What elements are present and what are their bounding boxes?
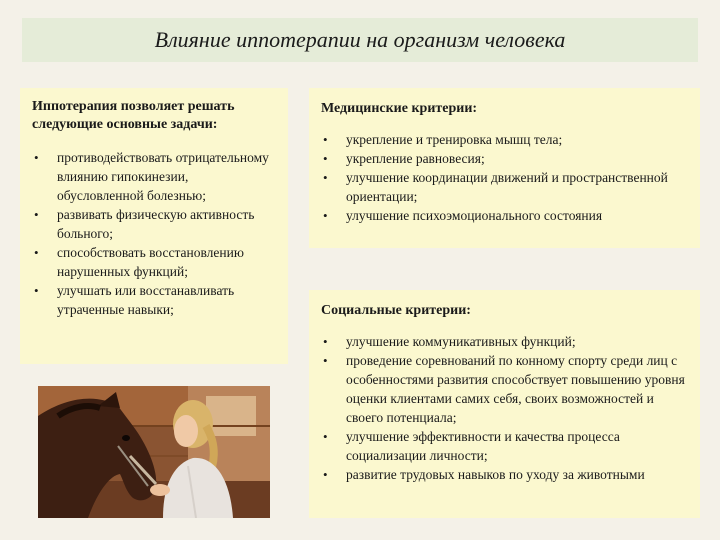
tasks-heading: Иппотерапия позволяет решать следующие основные задачи: <box>32 99 235 132</box>
bullet-icon: • <box>34 245 39 260</box>
bullet-icon: • <box>323 170 328 185</box>
page-title: Влияние иппотерапии на организм человека <box>154 27 566 52</box>
bullet-icon: • <box>323 132 328 147</box>
list-item: • развивать физическую активность больного; <box>34 207 255 241</box>
bullet-icon: • <box>34 207 39 222</box>
list-item: • улучшение координации движений и пространственной ориентации; <box>323 170 668 204</box>
list-item: • противодействовать отрицательному влиянию гипокинезии, обусловленной болезнью; <box>34 150 269 203</box>
bullet-icon: • <box>323 467 328 482</box>
list-item: • улучшение психоэмоционального состояния <box>323 208 603 223</box>
bullet-icon: • <box>323 151 328 166</box>
list-item: • проведение соревнований по конному спорту среди лиц с особенностями развития способствует повышению уровня оценки клиентами самих себя, своих возможностей и своего потенциала; <box>323 353 685 425</box>
title-bar <box>22 18 698 62</box>
bullet-icon: • <box>323 353 328 368</box>
medical-criteria-panel <box>309 88 700 248</box>
bullet-icon: • <box>34 283 39 298</box>
medical-heading: Медицинские критерии: <box>321 101 478 116</box>
tasks-list <box>32 148 276 319</box>
horse-girl-photo <box>38 386 270 518</box>
list-item: • улучшать или восстанавливать утраченные навыки; <box>34 283 235 317</box>
tasks-panel <box>20 88 288 364</box>
bullet-icon: • <box>34 150 39 165</box>
medical-list <box>321 130 688 225</box>
list-item: • укрепление и тренировка мышц тела; <box>323 132 563 147</box>
social-criteria-panel <box>309 290 700 518</box>
social-heading: Социальные критерии: <box>321 303 471 318</box>
bullet-icon: • <box>323 334 328 349</box>
list-item: • способствовать восстановлению нарушенных функций; <box>34 245 244 279</box>
bullet-icon: • <box>323 429 328 444</box>
bullet-icon: • <box>323 208 328 223</box>
list-item: • улучшение коммуникативных функций; <box>323 334 576 349</box>
list-item: • улучшение эффективности и качества процесса социализации личности; <box>323 429 620 463</box>
list-item: • укрепление равновесия; <box>323 151 485 166</box>
social-list <box>321 332 688 484</box>
list-item: • развитие трудовых навыков по уходу за животными <box>323 467 645 482</box>
